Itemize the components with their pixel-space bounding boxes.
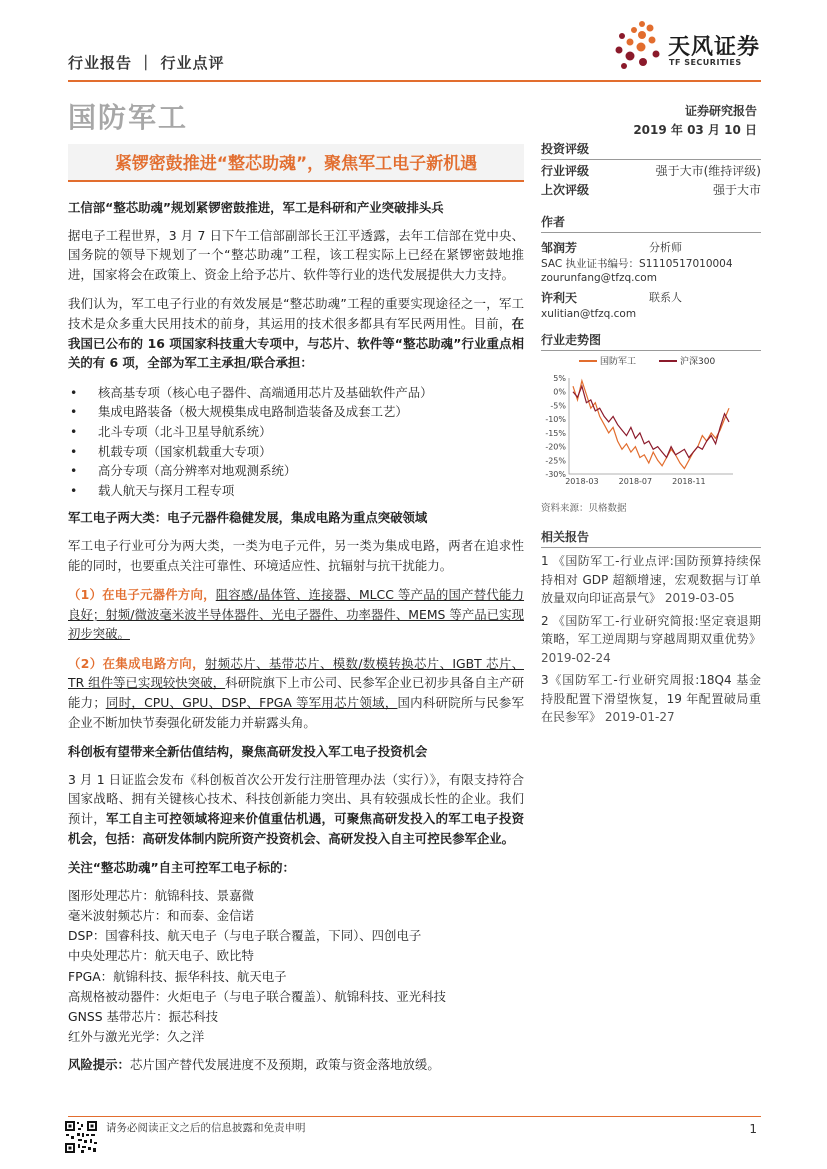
- chart-lines: [573, 381, 729, 469]
- related-report-1[interactable]: [541, 552, 761, 608]
- paragraph-5-num: （2）: [68, 655, 103, 671]
- related-title: 3《国防军工-行业研究周报:18Q4 基金持股配置下滑望恢复，19 年配置破局重在民参军》: [541, 673, 761, 724]
- footer-divider: [68, 1116, 761, 1117]
- brand-name-en: TF SECURITIES: [669, 58, 742, 67]
- section-heading-3: 科创板有望带来全新估值结构，聚焦高研发投入军工电子投资机会: [68, 744, 428, 760]
- rating-value: 强于大市: [712, 183, 761, 197]
- paragraph-6-bold: 军工自主可控领域将迎来价值重估机遇，可聚焦高研发投入的军工电子投资机会，包括：高研发体制内院所资产投资机会、高研发投入自主可控民参军企业。: [68, 811, 525, 846]
- section-heading-4: 关注“整芯助魂”自主可控军工电子标的：: [68, 860, 295, 876]
- author-role: 联系人: [649, 291, 682, 304]
- rating-row: [541, 181, 761, 200]
- disclaimer-notice: 请务必阅读正文之后的信息披露和免责申明: [106, 1122, 306, 1134]
- paragraph-2-bold: 在我国已公布的 16 项国家科技重大专项中，与芯片、软件等“整芯助魂”行业重点相关的有 6 项，全部为军工主承担/联合承担：: [68, 315, 524, 371]
- x-axis: [565, 477, 705, 486]
- y-tick-label: 5%: [553, 374, 566, 383]
- series-line-defense: [573, 381, 729, 469]
- author-1: [541, 239, 761, 257]
- author-email[interactable]: zourunfang@tfzq.com: [541, 272, 657, 284]
- y-tick-label: -30%: [545, 470, 566, 479]
- legend-label-defense: 国防军工: [600, 357, 637, 367]
- report-kind: 证券研究报告: [684, 104, 757, 118]
- paragraph-5: [68, 654, 524, 732]
- y-tick-label: -25%: [545, 456, 566, 466]
- brand-name: 天风证券: [668, 35, 761, 60]
- y-tick-label: -10%: [545, 415, 566, 425]
- x-tick-label: 2018-11: [672, 477, 706, 486]
- paragraph-4-num: （1）: [68, 587, 103, 603]
- author-email[interactable]: xulitian@tfzq.com: [541, 308, 637, 320]
- rating-heading: 投资评级: [541, 140, 761, 160]
- list-item: GNSS 基带芯片：振芯科技: [68, 1009, 219, 1025]
- paragraph-4-part-2: 射频/微波毫米波半导体器件、光电子器件、功率器件、MEMS 等产品已实现初步突破。: [68, 606, 524, 642]
- list-item: • 核高基专项（核心电子器件、高端通用芯片及基础软件产品）: [68, 383, 524, 403]
- paragraph-5-lead: 在集成电路方向，: [102, 655, 205, 671]
- list-item: • 高分专项（高分辨率对地观测系统）: [68, 461, 524, 481]
- list-item: FPGA：航锦科技、振华科技、航天电子: [68, 968, 287, 984]
- author-role: 分析师: [649, 241, 682, 254]
- rating-section: [541, 140, 761, 200]
- paragraph-5-part-3: 同时，CPU、GPU、DSP、FPGA 等军用芯片领域，: [105, 695, 398, 711]
- rating-row: [541, 162, 761, 181]
- y-tick-label: 0%: [553, 387, 566, 397]
- risk-note: [68, 1055, 524, 1075]
- related-report-2[interactable]: [541, 612, 761, 668]
- paragraph-6-text: 3 月 1 日证监会发布《科创板首次公开发行注册管理办法（实行）》，有限支持符合国家战略、拥有关键核心技术、科技创新能力突出、具有较强成长性的企业。我们预计，: [68, 771, 524, 827]
- section-heading-1: 工信部“整芯助魂”规划紧锣密鼓推进，军工是科研和产业突破排头兵: [68, 200, 444, 215]
- list-item: 图形处理芯片：航锦科技、景嘉微: [68, 887, 254, 903]
- related-title: 2 《国防军工-行业研究简报:坚定衰退期策略，军工逆周期与穿越周期双重优势》: [541, 613, 761, 646]
- paragraph-5-part-4: 国内科研院所与民参军企业不断加快节奏强化研发能力并崭露头角。: [68, 695, 524, 730]
- series-line-csi300: [573, 386, 729, 457]
- list-item: • 机载专项（国家机载重大专项）: [68, 442, 524, 462]
- author-sac: SAC 执业证书编号：S1110517010004: [541, 258, 733, 270]
- author-heading: 作者: [541, 213, 761, 233]
- paragraph-6: [68, 770, 524, 848]
- list-item: 中央处理芯片：航天电子、欧比特: [68, 948, 254, 964]
- stock-list: [68, 886, 524, 1048]
- paragraph-5-part-2: 科研院旗下上市公司、民参军企业已初步具备自主产研能力；: [68, 675, 524, 711]
- y-tick-label: -15%: [545, 428, 566, 438]
- rating-key: 上次评级: [541, 183, 590, 197]
- report-date: 2019 年 03 月 10 日: [633, 123, 757, 137]
- trend-chart: [541, 352, 761, 492]
- list-item: 毫米波射频芯片：和而泰、金信诺: [68, 908, 254, 924]
- chart-heading: 行业走势图: [541, 331, 761, 351]
- legend-label-csi300: 沪深300: [680, 357, 716, 367]
- related-date: 2019-03-05: [664, 591, 735, 605]
- report-title: 紧锣密鼓推进“整芯助魂”，聚焦军工电子新机遇: [114, 154, 478, 174]
- related-reports: [541, 528, 761, 731]
- paragraph-4: [68, 585, 524, 644]
- risk-text: 芯片国产替代发展进度不及预期，政策与资金落地放缓。: [129, 1057, 440, 1073]
- section-heading-2: 军工电子两大类：电子元器件稳健发展，集成电路为重点突破领域: [68, 510, 428, 526]
- author-name: 许利天: [541, 291, 578, 305]
- related-date: 2019-01-27: [604, 710, 675, 724]
- rating-value: 强于大市(维持评级): [655, 164, 761, 178]
- page-number: 1: [749, 1122, 757, 1136]
- report-type: 行业报告 ｜ 行业点评: [68, 54, 225, 72]
- main-content: [68, 198, 524, 1085]
- list-item: 高规格被动器件：火炬电子（与电子联合覆盖）、航锦科技、亚光科技: [68, 988, 446, 1004]
- y-tick-label: -5%: [550, 401, 566, 411]
- risk-label: 风险提示：: [68, 1057, 130, 1073]
- qr-code-icon: [64, 1120, 98, 1154]
- list-item: • 载人航天与探月工程专项: [68, 481, 524, 501]
- rating-key: 行业评级: [541, 164, 590, 178]
- paragraph-4-part-1: 阻容感/晶体管、连接器、MLCC 等产品的国产替代能力良好；: [68, 587, 525, 622]
- paragraph-4-lead: 在电子元器件方向，: [102, 587, 216, 603]
- related-report-3[interactable]: [541, 671, 761, 727]
- chart-legend: [579, 355, 715, 367]
- list-item: DSP：国睿科技、航天电子（与电子联合覆盖，下同）、四创电子: [68, 928, 422, 944]
- list-item: • 集成电路装备（极大规模集成电路制造装备及成套工艺）: [68, 402, 524, 422]
- chart-section: [541, 331, 761, 351]
- related-heading: 相关报告: [541, 528, 761, 548]
- related-title: 1 《国防军工-行业点评:国防预算持续保持相对 GDP 超额增速，宏观数据与订单放量双向印证高景气》: [541, 554, 761, 605]
- y-axis: [545, 374, 733, 479]
- paragraph-1: 据电子工程世界，3 月 7 日下午工信部副部长王江平透露，去年工信部在党中央、国务院的领导下规划了一个“整芯助魂”工程，该工程实际上已经在紧锣密鼓地推进，国家将会在政策上、资金上给予芯片、软件等行业的迭代发展提供大力支持。: [68, 227, 524, 282]
- chart-source: 资料来源：贝格数据: [541, 503, 627, 514]
- author-section: [541, 213, 761, 321]
- paragraph-5-part-1: 射频芯片、基带芯片、模数/数模转换芯片、IGBT 芯片、TR 组件等已实现较快突破，: [68, 655, 525, 691]
- axis-frame: [569, 378, 733, 474]
- author-name: 邹润芳: [541, 241, 578, 255]
- paragraph-2-text: 我们认为，军工电子行业的有效发展是“整芯助魂”工程的重要实现途径之一，军工技术是众多重大民用技术的前身，其运用的技术很多都具有军民两用性。目前，: [68, 296, 524, 331]
- x-tick-label: 2018-07: [618, 477, 653, 486]
- y-tick-label: -20%: [545, 442, 566, 452]
- author-2: [541, 289, 761, 307]
- header-divider: [68, 80, 761, 82]
- list-item: • 北斗专项（北斗卫星导航系统）: [68, 422, 524, 442]
- related-date: 2019-02-24: [541, 650, 611, 665]
- paragraph-3: 军工电子行业可分为两大类，一类为电子元件，另一类为集成电路，两者在追求性能的同时，也要重点关注可靠性、环境适应性、抗辐射与抗干扰能力。: [68, 537, 524, 573]
- special-projects-list: [68, 383, 524, 501]
- x-tick-label: 2018-03: [565, 477, 599, 486]
- list-item: 红外与激光光学：久之洋: [68, 1029, 205, 1045]
- paragraph-2: [68, 294, 524, 372]
- sector-title: 国防军工: [68, 101, 189, 134]
